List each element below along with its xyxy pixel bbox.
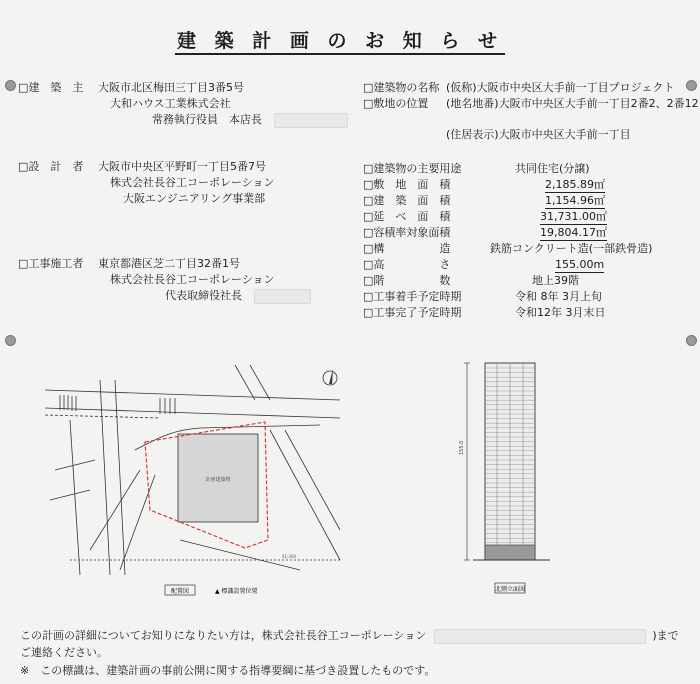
spec-label-use: □建築物の主要用途 xyxy=(363,162,462,175)
designer-company: 株式会社長谷工コーポレーション xyxy=(110,176,275,189)
map-caption: 配置図 xyxy=(170,588,190,595)
spec-label-floors: □階 数 xyxy=(363,274,451,287)
elevation-caption: 北側立面図 xyxy=(494,586,526,593)
tower-base xyxy=(485,545,535,560)
designer-address: 大阪市中央区平野町一丁目5番7号 xyxy=(98,160,266,173)
redacted-contact xyxy=(434,629,646,644)
contact-line-2: ご連絡ください。 xyxy=(20,646,108,659)
spec-value-floor-area: 31,731.00㎡ xyxy=(540,210,607,223)
spec-value-floors: 地上39階 xyxy=(532,274,579,287)
spec-label-floor-area: □延 べ 面 積 xyxy=(363,210,451,223)
spec-value-completion: 令和12年 3月末日 xyxy=(515,306,606,319)
redacted-name xyxy=(274,113,348,128)
page-title-block xyxy=(175,26,505,53)
mounting-screw xyxy=(5,80,16,91)
legal-note: ※ この標識は、建築計画の事前公開に関する指導要綱に基づき設置したものです。 xyxy=(20,664,436,677)
contact-text-end: )まで xyxy=(652,629,679,642)
spec-value-start: 令和 8年 3月上旬 xyxy=(515,290,602,303)
spec-label-height: □高 さ xyxy=(363,258,451,271)
spec-label-site-area: □敷 地 面 積 xyxy=(363,178,451,191)
page-title: 建 築 計 画 の お 知 ら せ xyxy=(177,30,503,52)
builder-person: 代表取締役社長 xyxy=(165,289,242,302)
builder-company: 株式会社長谷工コーポレーション xyxy=(110,273,275,286)
spec-value-far-area: 19,804.17㎡ xyxy=(540,226,607,239)
address-value: (住居表示)大阪市中央区大手前一丁目 xyxy=(446,128,631,141)
map-building-label: 計画建築物 xyxy=(205,477,231,483)
designer-office: 大阪エンジニアリング事業部 xyxy=(123,192,266,205)
owner-person: 常務執行役員 本店長 xyxy=(152,113,262,126)
contact-line xyxy=(20,628,679,644)
map-legend: ▲ 標識設置位置 xyxy=(215,588,258,595)
title-underline xyxy=(175,53,505,55)
mounting-screw xyxy=(686,80,697,91)
spec-value-site-area: 2,185.89㎡ xyxy=(545,178,605,191)
owner-representative xyxy=(152,112,348,128)
spec-label-structure: □構 造 xyxy=(363,242,451,255)
site-value: (地名地番)大阪市中央区大手前一丁目2番2、2番12 xyxy=(446,97,699,110)
builder-representative xyxy=(165,288,311,304)
contact-text: この計画の詳細についてお知りになりたい方は，株式会社長谷工コーポレーション xyxy=(20,629,427,642)
spec-label-start: □工事着手予定時期 xyxy=(363,290,462,303)
spec-value-building-area: 1,154.96㎡ xyxy=(545,194,605,207)
spec-value-use: 共同住宅(分譲) xyxy=(515,162,590,175)
spec-value-structure: 鉄筋コンクリート造(一部鉄骨造) xyxy=(490,242,653,255)
spec-label-far-area: □容積率対象面積 xyxy=(363,226,451,239)
building-name-label: □建築物の名称 xyxy=(363,81,440,94)
map-scale: S1:300 xyxy=(282,554,297,559)
spec-value-height: 155.00m xyxy=(555,258,605,271)
designer-label: □設 計 者 xyxy=(18,160,84,173)
north-elevation-drawing xyxy=(455,355,565,600)
site-map xyxy=(40,360,360,610)
site-label: □敷地の位置 xyxy=(363,97,429,110)
spec-label-building-area: □建 築 面 積 xyxy=(363,194,451,207)
owner-label: □建 築 主 xyxy=(18,81,84,94)
redacted-name xyxy=(254,289,311,304)
builder-address: 東京都港区芝二丁目32番1号 xyxy=(98,257,240,270)
elevation-height-dim: 155.0 xyxy=(459,440,465,455)
north-arrow-icon xyxy=(323,369,337,385)
mounting-screw xyxy=(5,335,16,346)
mounting-screw xyxy=(686,335,697,346)
builder-label: □工事施工者 xyxy=(18,257,84,270)
building-name-value: (仮称)大阪市中央区大手前一丁目プロジェクト xyxy=(446,81,675,94)
spec-label-completion: □工事完了予定時期 xyxy=(363,306,462,319)
owner-address: 大阪市北区梅田三丁目3番5号 xyxy=(98,81,244,94)
owner-company: 大和ハウス工業株式会社 xyxy=(110,97,231,110)
